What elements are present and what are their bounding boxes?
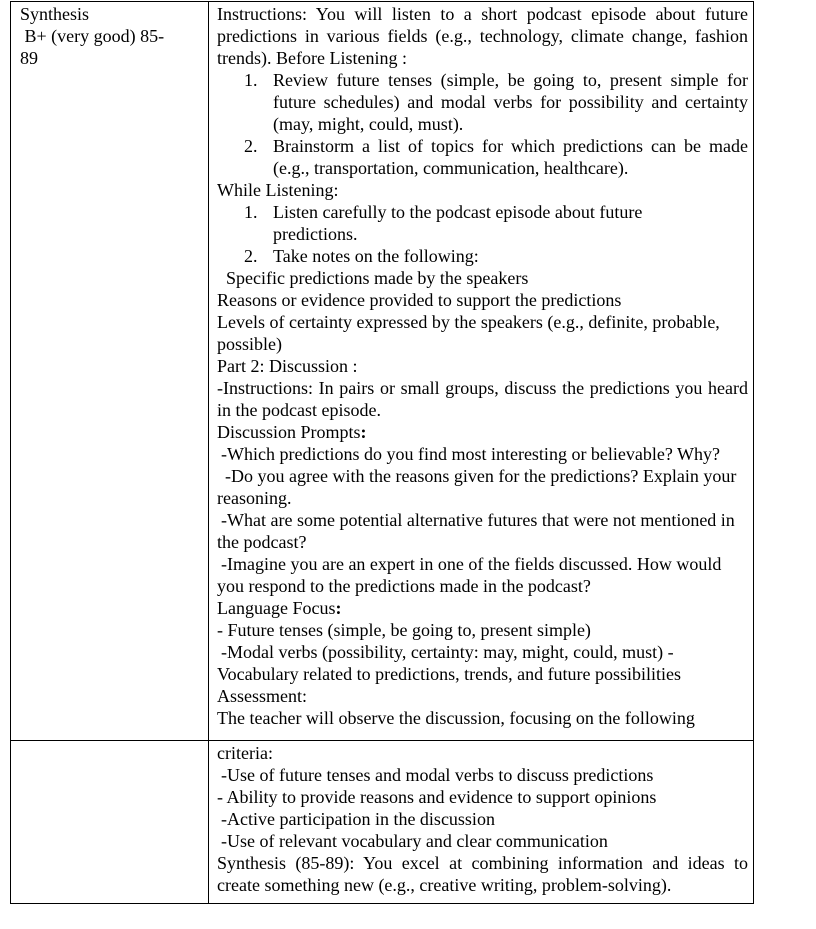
list-item: 2. Brainstorm a list of topics for which predictions can be made (e.g., transportation, communication, healthcare). <box>244 136 748 178</box>
description-cell <box>209 2 754 741</box>
while-listening-heading: While Listening: <box>217 180 339 200</box>
part2-heading: Part 2: Discussion : <box>217 356 358 376</box>
criteria-heading: criteria: <box>217 743 273 763</box>
discussion-instructions: -Instructions: In pairs or small groups, discuss the predictions you heard in the podcast episode. <box>217 378 748 420</box>
level-cell <box>11 2 209 741</box>
prompt-item: -What are some potential alternative futures that were not mentioned in the podcast? <box>217 510 735 552</box>
criteria-item: -Use of future tenses and modal verbs to discuss predictions <box>221 765 654 785</box>
prompt-item: -Do you agree with the reasons given for the predictions? Explain your reasoning. <box>217 466 737 508</box>
prompt-item: -Imagine you are an expert in one of the fields discussed. How would you respond to the predictions made in the podcast? <box>217 554 722 596</box>
focus-item: - Future tenses (simple, be going to, present simple) <box>217 620 591 640</box>
criteria-item: -Use of relevant vocabulary and clear communication <box>221 831 608 851</box>
focus-item: -Modal verbs (possibility, certainty: may, might, could, must) - Vocabulary related to predictions, trends, and future possibilities <box>217 642 682 684</box>
before-listening-list <box>217 69 748 179</box>
criteria-cell <box>209 741 754 904</box>
note-item: Reasons or evidence provided to support the predictions <box>217 290 622 310</box>
focus-heading: Language Focus: <box>217 598 342 618</box>
table-row <box>11 741 754 904</box>
empty-cell <box>11 741 209 904</box>
table-row <box>11 2 754 741</box>
list-item: 1. Listen carefully to the podcast episode about future predictions. <box>244 202 643 244</box>
prompt-item: -Which predictions do you find most interesting or believable? Why? <box>221 444 721 464</box>
while-listening-list <box>217 201 748 267</box>
criteria-item: - Ability to provide reasons and evidence to support opinions <box>217 787 657 807</box>
list-item: 2. Take notes on the following: <box>244 246 479 266</box>
prompts-heading: Discussion Prompts: <box>217 422 367 442</box>
level-range: 89 <box>20 48 38 68</box>
instructions-text: Instructions: You will listen to a short podcast episode about future predictions in various fields (e.g., technology, climate change, fashion trends). Before Listening : <box>217 4 748 68</box>
note-item: Levels of certainty expressed by the speakers (e.g., definite, probable, possible) <box>217 312 720 354</box>
synthesis-text: Synthesis (85-89): You excel at combining information and ideas to create something new (e.g., creative writing, problem-solving). <box>217 853 748 895</box>
assessment-heading: Assessment: <box>217 686 307 706</box>
assessment-text: The teacher will observe the discussion, focusing on the following <box>217 708 695 728</box>
note-item: Specific predictions made by the speakers <box>226 268 529 288</box>
criteria-item: -Active participation in the discussion <box>221 809 495 829</box>
level-title: Synthesis <box>20 4 90 24</box>
list-item: 1. Review future tenses (simple, be going to, present simple for future schedules) and modal verbs for possibility and certainty (may, might, could, must). <box>244 70 748 134</box>
rubric-table <box>10 1 754 904</box>
level-grade: B+ (very good) 85- <box>20 26 165 46</box>
